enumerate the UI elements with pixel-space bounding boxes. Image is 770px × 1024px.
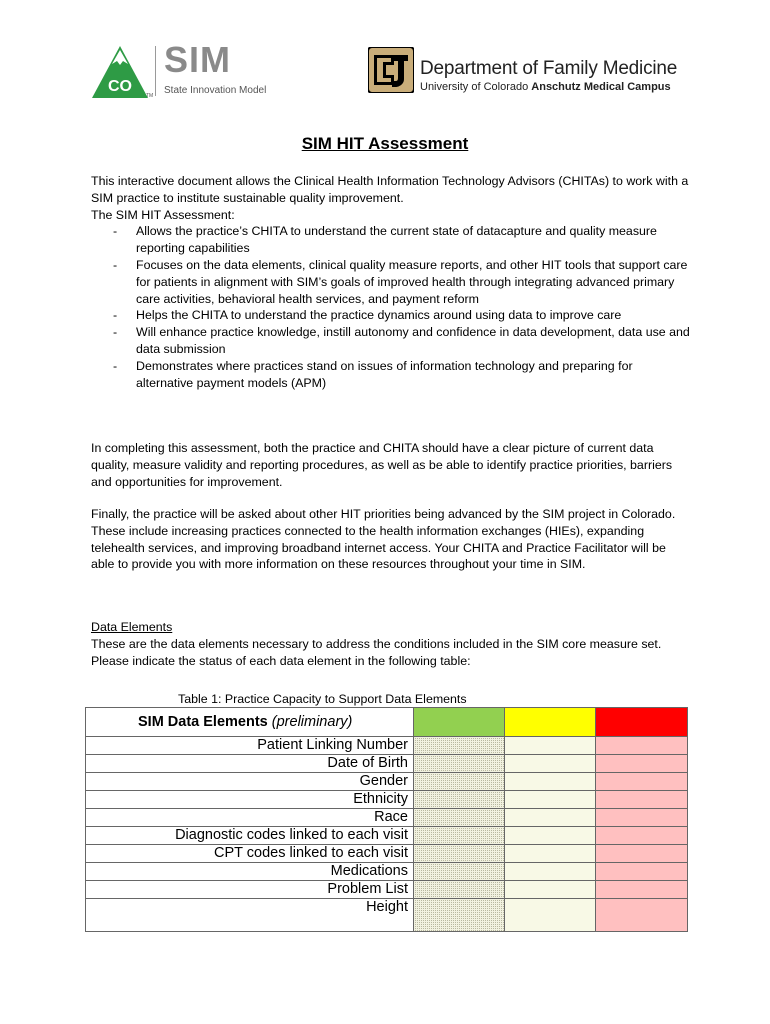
- status-red-cell[interactable]: [596, 755, 688, 773]
- status-yellow-cell[interactable]: [505, 791, 596, 809]
- table-row: [86, 737, 688, 755]
- list-item: - Helps the CHITA to understand the practice dynamics around using data to improve care: [91, 307, 691, 324]
- table-row: [86, 755, 688, 773]
- colorado-logo: [90, 44, 150, 100]
- status-green-cell[interactable]: [414, 881, 505, 899]
- table-row: [86, 899, 688, 932]
- status-red-cell[interactable]: [596, 737, 688, 755]
- status-red-cell[interactable]: [596, 863, 688, 881]
- status-green-cell[interactable]: [414, 809, 505, 827]
- logo-divider: [155, 46, 156, 96]
- status-green-cell[interactable]: [414, 755, 505, 773]
- data-element-label: Date of Birth: [86, 755, 414, 773]
- status-yellow-header: [505, 708, 596, 737]
- data-element-label: Height: [86, 899, 414, 932]
- data-elements-section: [91, 619, 691, 669]
- table-row: [86, 881, 688, 899]
- status-green-cell[interactable]: [414, 845, 505, 863]
- purpose-list: [91, 223, 691, 391]
- status-red-header: [596, 708, 688, 737]
- status-green-cell[interactable]: [414, 773, 505, 791]
- list-item: - Demonstrates where practices stand on issues of information technology and preparing for alternative payment models (APM): [91, 358, 691, 392]
- list-item: - Will enhance practice knowledge, instill autonomy and confidence in data development, data use and data submission: [91, 324, 691, 358]
- intro-paragraph-2: The SIM HIT Assessment:: [91, 207, 235, 222]
- status-red-cell[interactable]: [596, 791, 688, 809]
- status-red-cell[interactable]: [596, 845, 688, 863]
- university-name: University of Colorado: [420, 81, 529, 93]
- table-header-row: [86, 708, 688, 737]
- status-red-cell[interactable]: [596, 773, 688, 791]
- status-yellow-cell[interactable]: [505, 773, 596, 791]
- table-header-label: [86, 708, 414, 737]
- status-yellow-cell[interactable]: [505, 881, 596, 899]
- status-red-cell[interactable]: [596, 809, 688, 827]
- table-row: [86, 863, 688, 881]
- table-row: [86, 827, 688, 845]
- status-yellow-cell[interactable]: [505, 845, 596, 863]
- status-yellow-cell[interactable]: [505, 827, 596, 845]
- paragraph-text: In completing this assessment, both the practice and CHITA should have a clear picture of current data quality, measure validity and reporting procedures, as well as be able to identify practice priorities, barriers and opportunities for improvement.: [91, 441, 673, 489]
- intro-paragraph-1: This interactive document allows the Clinical Health Information Technology Advisors (CHITAs) to work with a SIM practice to institute sustainable quality improvement.: [91, 174, 689, 205]
- table-caption: Table 1: Practice Capacity to Support Data Elements: [178, 692, 467, 706]
- intro-section: [91, 173, 691, 391]
- priorities-paragraph: [91, 506, 691, 573]
- status-yellow-cell[interactable]: [505, 899, 596, 932]
- co-text: CO: [108, 78, 132, 95]
- status-red-cell[interactable]: [596, 827, 688, 845]
- data-element-label: Race: [86, 809, 414, 827]
- cu-logo: [368, 47, 414, 93]
- data-element-label: Diagnostic codes linked to each visit: [86, 827, 414, 845]
- data-element-label: Patient Linking Number: [86, 737, 414, 755]
- table-row: [86, 845, 688, 863]
- status-yellow-cell[interactable]: [505, 755, 596, 773]
- campus-name: Anschutz Medical Campus: [531, 81, 671, 93]
- table-row: [86, 773, 688, 791]
- header-label-italic: (preliminary): [271, 714, 353, 730]
- status-green-cell[interactable]: [414, 827, 505, 845]
- list-item: - Allows the practice’s CHITA to understand the current state of datacapture and quality measure reporting capabilities: [91, 223, 691, 257]
- status-yellow-cell[interactable]: [505, 737, 596, 755]
- sim-wordmark: SIM: [164, 39, 232, 80]
- status-green-cell[interactable]: [414, 791, 505, 809]
- completion-paragraph: [91, 440, 691, 490]
- department-subtitle: [420, 80, 671, 94]
- page-title: SIM HIT Assessment: [301, 134, 469, 153]
- data-element-label: Problem List: [86, 881, 414, 899]
- status-green-cell[interactable]: [414, 863, 505, 881]
- status-red-cell[interactable]: [596, 899, 688, 932]
- data-element-label: CPT codes linked to each visit: [86, 845, 414, 863]
- paragraph-text: Finally, the practice will be asked about other HIT priorities being advanced by the SIM project in Colorado. These include increasing practices connected to the health information exchanges (HIEs), expanding telehealth services, and improving broadband internet access. Your CHITA and Practice Facilitator will be able to provide you with more information on these resources throughout your time in SIM.: [91, 507, 676, 572]
- data-element-label: Gender: [86, 773, 414, 791]
- status-green-cell[interactable]: [414, 737, 505, 755]
- list-item: - Focuses on the data elements, clinical quality measure reports, and other HIT tools that support care for patients in alignment with SIM’s goals of improved health through integrating advanced primary care activities, behavioral health services, and payment reform: [91, 257, 691, 307]
- department-title: Department of Family Medicine: [420, 58, 678, 79]
- sim-subtitle: State Innovation Model: [164, 85, 267, 96]
- table-row: [86, 791, 688, 809]
- section-description: These are the data elements necessary to address the conditions included in the SIM core measure set. Please indicate the status of each data element in the following table:: [91, 636, 662, 668]
- status-red-cell[interactable]: [596, 881, 688, 899]
- section-heading: Data Elements: [91, 620, 173, 634]
- data-element-label: Medications: [86, 863, 414, 881]
- status-yellow-cell[interactable]: [505, 863, 596, 881]
- status-green-header: [414, 708, 505, 737]
- status-yellow-cell[interactable]: [505, 809, 596, 827]
- data-elements-table: [85, 707, 688, 932]
- data-element-label: Ethnicity: [86, 791, 414, 809]
- trademark-mark: TM: [146, 93, 154, 99]
- table-row: [86, 809, 688, 827]
- header-label-text: SIM Data Elements: [138, 714, 268, 730]
- status-green-cell[interactable]: [414, 899, 505, 932]
